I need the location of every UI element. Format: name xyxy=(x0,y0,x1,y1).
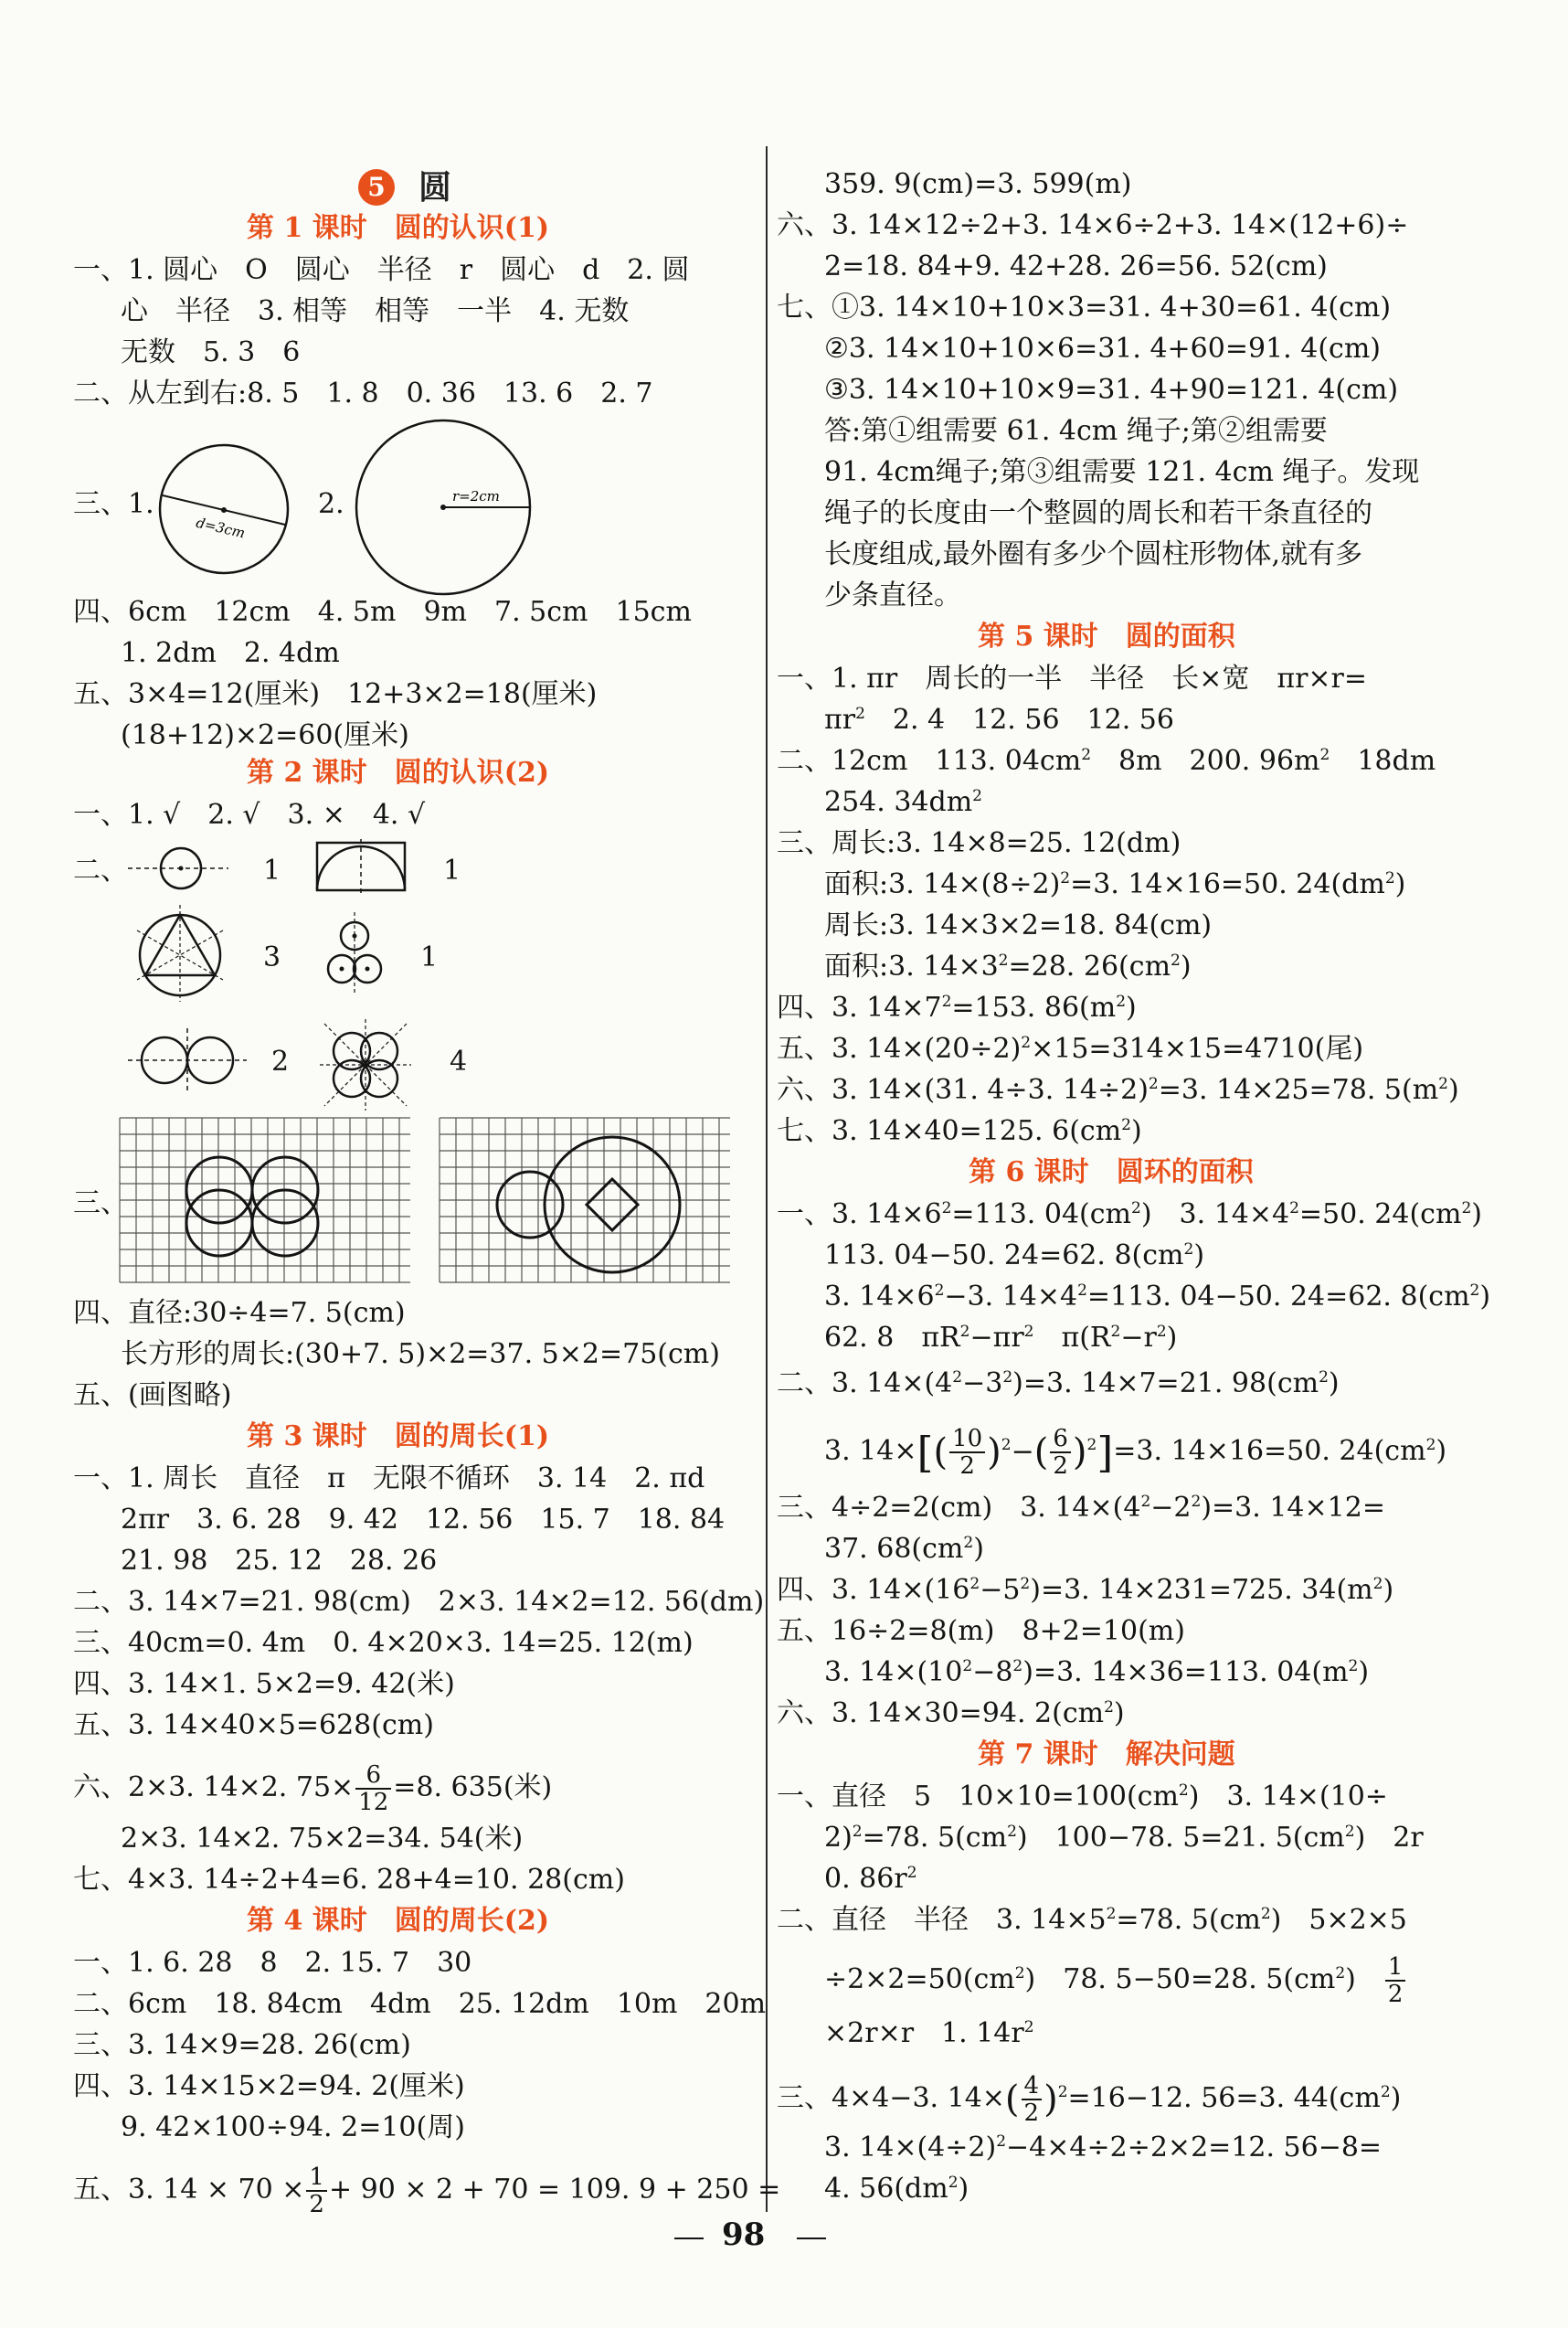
sup: 2 xyxy=(1002,1368,1013,1387)
l5-q3-line3: 周长:3. 14×3×2=18. 84(cm) xyxy=(824,909,1213,941)
grid-drawing-circle-diamond xyxy=(439,1117,731,1283)
frac-numerator: 6 xyxy=(1050,1426,1071,1453)
l7-q3-line1 xyxy=(777,2073,1401,2126)
l7-q2-line3 xyxy=(824,2015,1034,2052)
seg: =153. 86(m xyxy=(951,992,1117,1024)
seg: 四、3. 14×7 xyxy=(777,992,942,1024)
l3-q1-line2: 2πr 3. 6. 28 9. 42 12. 56 15. 7 18. 84 xyxy=(121,1504,726,1536)
grid-drawing-flower xyxy=(119,1117,411,1283)
seg: 六、3. 14×30=94. 2(cm xyxy=(777,1697,1105,1729)
l5-q2-line2 xyxy=(824,784,982,821)
seg: ) xyxy=(1383,1574,1394,1606)
seg: 2) xyxy=(824,1822,853,1854)
frac-denominator: 12 xyxy=(358,1789,389,1816)
l1-q2: 二、从左到右:8. 5 1. 8 0. 36 13. 6 2. 7 xyxy=(73,377,653,409)
l2-ans-5: 2 xyxy=(271,1046,290,1078)
seg: 8m 200. 96m xyxy=(1091,745,1320,777)
lesson-6-title: 第 6 课时 圆环的面积 xyxy=(969,1156,1254,1188)
l6-q4 xyxy=(777,1572,1393,1609)
l1-q1-line2: 心 半径 3. 相等 相等 一半 4. 无数 xyxy=(121,295,630,327)
frac-denominator: 2 xyxy=(1387,1981,1404,2008)
l5-q3-line1: 三、周长:3. 14×8=25. 12(dm) xyxy=(777,827,1181,859)
l7-q1-line2 xyxy=(824,1820,1424,1856)
l5-q1-line2 xyxy=(824,702,1174,739)
l1-q1-line1: 一、1. 圆心 O 圆心 半径 r 圆心 d 2. 圆 xyxy=(73,254,690,286)
seg: 18dm xyxy=(1330,745,1436,777)
sup: 2 xyxy=(1319,746,1330,764)
seg: =113. 04(cm xyxy=(951,1198,1131,1230)
right-paren: ) xyxy=(1044,2078,1058,2121)
seg: ) xyxy=(1166,1322,1178,1354)
l3-q5: 五、3. 14×40×5=628(cm) xyxy=(73,1709,434,1741)
sup: 2 xyxy=(1178,1781,1189,1800)
seg: ) 2r xyxy=(1354,1822,1424,1854)
seg: ) xyxy=(1113,1697,1125,1729)
l3-q3: 三、40cm=0. 4m 0. 4×20×3. 14=25. 12(m) xyxy=(73,1627,694,1659)
sup: 2 xyxy=(948,2174,959,2192)
sup: 2 xyxy=(1023,1323,1034,1341)
frac-denominator: 2 xyxy=(959,1452,975,1480)
l1-q1-line3: 无数 5. 3 6 xyxy=(121,336,301,368)
sup: 2 xyxy=(1116,993,1127,1011)
sup: 2 xyxy=(941,1199,952,1217)
sup: 2 xyxy=(906,1864,917,1882)
l4-q4-line1: 四、3. 14×15×2=94. 2(厘米) xyxy=(73,2070,465,2102)
l7-q2-line2 xyxy=(824,1954,1407,2007)
frac-numerator: 1 xyxy=(306,2164,327,2192)
sup: 2 xyxy=(972,787,982,805)
l7-q2-fraction xyxy=(1385,1954,1406,2007)
seg: ×2r×r 1. 14r xyxy=(824,2017,1024,2049)
seg: 3. 14×(4÷2) xyxy=(824,2131,997,2163)
l6-q3-line2 xyxy=(824,1531,984,1568)
l6-q1-line1 xyxy=(777,1196,1482,1233)
seg: ) xyxy=(958,2173,969,2205)
sup: 2 xyxy=(1081,746,1092,764)
l4-q5-fraction xyxy=(306,2164,327,2217)
seg: 3. 14×6 xyxy=(824,1281,935,1313)
seg: 113. 04−50. 24=62. 8(cm xyxy=(824,1239,1184,1271)
seg: ) xyxy=(1180,951,1192,983)
l3-q6-post: =8. 635(米) xyxy=(393,1771,553,1803)
l6-q5-line1: 五、16÷2=8(m) 8+2=10(m) xyxy=(777,1615,1185,1647)
sup: 2 xyxy=(998,951,1009,970)
seg: ) xyxy=(1126,992,1137,1024)
seg: ) xyxy=(1345,1963,1356,1995)
minus: − xyxy=(1011,1436,1034,1468)
seg: 六、3. 14×(31. 4÷3. 14÷2) xyxy=(777,1074,1149,1106)
sup: 2 xyxy=(1425,1436,1436,1454)
chapter-number-badge: 5 xyxy=(358,169,395,206)
sup: 2 xyxy=(1057,2083,1068,2101)
right-paren: ) xyxy=(1072,1431,1087,1473)
sup: 2 xyxy=(1183,1240,1194,1259)
sup: 2 xyxy=(1461,1199,1472,1217)
frac-denominator: 2 xyxy=(1053,1452,1068,1480)
seg: =16−12. 56=3. 44(cm xyxy=(1067,2082,1381,2114)
seg: ) xyxy=(1328,1367,1340,1399)
seg: =3. 14×16=50. 24(dm xyxy=(1070,868,1385,900)
lesson-4-title: 第 4 课时 圆的周长(2) xyxy=(247,1905,550,1937)
sup: 2 xyxy=(962,1657,973,1675)
l1-q5-line1: 五、3×4=12(厘米) 12+3×2=18(厘米) xyxy=(73,678,598,710)
seg: ) 3. 14×4 xyxy=(1140,1198,1290,1230)
sup: 2 xyxy=(1131,1199,1141,1217)
sup: 2 xyxy=(1007,1823,1017,1841)
l4-q4-line2: 9. 42×100÷94. 2=10(周) xyxy=(121,2111,465,2143)
seg: −3. 14×4 xyxy=(944,1281,1078,1313)
l2-ans-1: 1 xyxy=(263,855,281,887)
right-paren: ) xyxy=(987,1431,1001,1473)
symmetry-fig-four-circles xyxy=(320,1019,411,1111)
lesson-7-title: 第 7 课时 解决问题 xyxy=(978,1738,1235,1770)
l5-q7 xyxy=(777,1113,1142,1150)
r-q6-line1: 六、3. 14×12÷2+3. 14×6÷2+3. 14×(12+6)÷ xyxy=(777,209,1409,241)
sup: 2 xyxy=(1014,1964,1025,1983)
sup: 2 xyxy=(1148,1075,1159,1093)
sup: 2 xyxy=(1260,1905,1271,1923)
l2-q5: 五、(画图略) xyxy=(73,1379,232,1411)
l6-q5-line2 xyxy=(824,1654,1369,1691)
l3-q1-line1: 一、1. 周长 直径 π 无限不循环 3. 14 2. πd xyxy=(73,1462,705,1494)
seg: =78. 5(cm xyxy=(1116,1904,1261,1936)
seg: ) 100−78. 5=21. 5(cm xyxy=(1016,1822,1345,1854)
l2-q4-line1: 四、直径:30÷4=7. 5(cm) xyxy=(73,1297,406,1329)
l5-q2-line1 xyxy=(777,743,1436,780)
seg: 一、直径 5 10×10=100(cm xyxy=(777,1781,1179,1812)
r-answer-2: 91. 4cm绳子;第③组需要 121. 4cm 绳子。发现 xyxy=(824,456,1420,488)
l2-q4-line2: 长方形的周长:(30+7. 5)×2=37. 5×2=75(cm) xyxy=(121,1338,720,1370)
sup: 2 xyxy=(1191,1493,1202,1511)
seg: 0. 86r xyxy=(824,1863,907,1895)
seg: =113. 04−50. 24=62. 8(cm xyxy=(1086,1281,1470,1313)
sup: 2 xyxy=(952,1368,963,1387)
l5-q6 xyxy=(777,1072,1459,1109)
l4-q5-pre: 五、3. 14 × 70 × xyxy=(73,2174,305,2206)
seg: ) 78. 5−50=28. 5(cm xyxy=(1024,1963,1336,1995)
chapter-title: 圆 xyxy=(418,168,452,207)
seg: 二、直径 半径 3. 14×5 xyxy=(777,1904,1107,1936)
sup: 2 xyxy=(1060,869,1071,888)
frac-numerator: 4 xyxy=(1022,2073,1043,2100)
l6-q2-line1 xyxy=(777,1366,1340,1402)
r-q7-line2: ②3. 14×10+10×6=31. 4+60=91. 4(cm) xyxy=(824,333,1381,365)
seg: 37. 68(cm xyxy=(824,1533,964,1565)
seg: 三、4×4−3. 14× xyxy=(777,2082,1005,2114)
column-divider xyxy=(766,146,768,2212)
seg: ) xyxy=(1358,1656,1370,1688)
seg: ) 5×2×5 xyxy=(1270,1904,1407,1936)
sup: 2 xyxy=(1438,1075,1448,1093)
sup: 2 xyxy=(855,705,865,723)
l7-q2-line1 xyxy=(777,1902,1407,1939)
seg: −3 xyxy=(962,1367,1003,1399)
seg: 3. 14× xyxy=(824,1435,917,1467)
right-bracket: ] xyxy=(1097,1428,1114,1477)
sup: 2 xyxy=(963,1534,974,1552)
l1-q4-line2: 1. 2dm 2. 4dm xyxy=(121,637,340,669)
seg: −r xyxy=(1120,1322,1157,1354)
frac-denominator: 2 xyxy=(309,2191,324,2218)
l2-ans-2: 1 xyxy=(443,855,461,887)
l5-q1-line1: 一、1. πr 周长的一半 半径 长×宽 πr×r= xyxy=(777,663,1368,695)
l1-q3-part2-label: 2. xyxy=(318,488,344,520)
seg: ) xyxy=(1471,1198,1482,1230)
l3-q6-line2: 2×3. 14×2. 75×2=34. 54(米) xyxy=(121,1823,524,1855)
sup: 2 xyxy=(996,2132,1007,2151)
sup: 2 xyxy=(1372,1575,1383,1593)
sup: 2 xyxy=(1335,1964,1346,1983)
l3-q4: 四、3. 14×1. 5×2=9. 42(米) xyxy=(73,1668,455,1700)
sup: 2 xyxy=(1289,1199,1299,1217)
lesson-5-title: 第 5 课时 圆的面积 xyxy=(978,621,1235,653)
seg: 二、12cm 113. 04cm xyxy=(777,745,1082,777)
symmetry-fig-three-circles xyxy=(318,912,391,994)
sup: 2 xyxy=(1469,1281,1480,1300)
r-q7-line1: 七、①3. 14×10+10×3=31. 4+30=61. 4(cm) xyxy=(777,292,1392,324)
seg: 二、3. 14×(4 xyxy=(777,1367,953,1399)
seg: 4. 56(dm xyxy=(824,2173,948,2205)
page-number: 98 xyxy=(722,2216,766,2253)
symmetry-fig-triangle-in-circle xyxy=(130,903,230,1004)
l3-q1-line3: 21. 98 25. 12 28. 26 xyxy=(121,1545,438,1577)
sup: 2 xyxy=(1086,1436,1097,1454)
lesson-2-title: 第 2 课时 圆的认识(2) xyxy=(247,757,550,789)
l4-q5 xyxy=(73,2164,780,2217)
l7-q1-line3 xyxy=(824,1861,917,1897)
sup: 2 xyxy=(852,1823,863,1841)
seg: ) 3. 14×(10÷ xyxy=(1188,1781,1388,1812)
symmetry-fig-two-circles xyxy=(128,1028,247,1092)
l3-q6-fraction xyxy=(355,1762,391,1815)
sup: 2 xyxy=(1319,1368,1329,1387)
l5-q3-line2 xyxy=(824,866,1405,903)
lesson-3-title: 第 3 课时 圆的周长(1) xyxy=(247,1420,550,1452)
close-paren: ) xyxy=(1390,2082,1402,2114)
left-paren: ( xyxy=(1033,1431,1049,1473)
r-q7-line3: ③3. 14×10+10×9=31. 4+90=121. 4(cm) xyxy=(824,374,1399,406)
l6-q2-line2 xyxy=(824,1426,1446,1479)
sup: 2 xyxy=(1021,1034,1032,1052)
sup: 2 xyxy=(1012,1657,1023,1675)
sup: 2 xyxy=(1140,1493,1151,1511)
l4-q1: 一、1. 6. 28 8 2. 15. 7 30 xyxy=(73,1947,472,1979)
seg: 七、3. 14×40=125. 6(cm xyxy=(777,1115,1122,1147)
sup: 2 xyxy=(959,1323,970,1341)
sup: 2 xyxy=(1156,1323,1167,1341)
seg: −2 xyxy=(1150,1492,1192,1524)
l2-q1: 一、1. √ 2. √ 3. × 4. √ xyxy=(73,799,426,831)
seg: 面积:3. 14×(8÷2) xyxy=(824,868,1061,900)
left-bracket: [ xyxy=(916,1428,934,1477)
seg: −4×4÷2÷2×2=12. 56−8= xyxy=(1006,2131,1383,2163)
l7-q1-line1 xyxy=(777,1779,1388,1815)
symmetry-fig-semicircle-rect xyxy=(315,839,407,894)
sup: 2 xyxy=(1121,1116,1131,1134)
symmetry-fig-circle-with-axis xyxy=(128,841,228,896)
seg: 一、3. 14×6 xyxy=(777,1198,942,1230)
l6-q6 xyxy=(777,1696,1125,1732)
sup: 2 xyxy=(1106,1905,1117,1923)
seg: =3. 14×16=50. 24(cm xyxy=(1113,1435,1426,1467)
l3-q7: 七、4×3. 14÷2+4=6. 28+4=10. 28(cm) xyxy=(73,1864,625,1896)
seg: 五、3. 14×(20÷2) xyxy=(777,1033,1022,1065)
page-number-dash-left xyxy=(674,2238,704,2239)
sup: 2 xyxy=(1104,1698,1114,1717)
seg: πr xyxy=(824,704,856,736)
seg: ) xyxy=(1130,1115,1142,1147)
radius-label: r=2cm xyxy=(452,488,500,505)
circle-radius-figure xyxy=(352,416,535,599)
l4-q5-post: + 90 × 2 + 70 = 109. 9 + 250 = xyxy=(328,2174,781,2206)
frac-10-2 xyxy=(949,1426,985,1479)
seg: ×15=314×15=4710(尾) xyxy=(1031,1033,1364,1065)
seg: =78. 5(cm xyxy=(862,1822,1008,1854)
sup: 2 xyxy=(1020,1575,1031,1593)
l2-ans-6: 4 xyxy=(450,1046,468,1078)
diameter-label: d=3cm xyxy=(194,514,247,542)
seg: −5 xyxy=(980,1574,1021,1606)
seg: )=3. 14×7=21. 98(cm xyxy=(1012,1367,1319,1399)
seg: ) xyxy=(1193,1239,1205,1271)
l2-q2-label: 二、 xyxy=(73,855,128,887)
l6-q3-line1 xyxy=(777,1490,1385,1526)
sup: 2 xyxy=(1001,1436,1012,1454)
l5-q5 xyxy=(777,1031,1363,1068)
l2-ans-4: 1 xyxy=(420,941,439,973)
l3-q2: 二、3. 14×7=21. 98(cm) 2×3. 14×2=12. 56(dm) xyxy=(73,1586,765,1618)
seg: 3. 14×(10 xyxy=(824,1656,963,1688)
seg: 四、3. 14×(16 xyxy=(777,1574,970,1606)
seg: =3. 14×25=78. 5(m xyxy=(1158,1074,1439,1106)
seg: =50. 24(cm xyxy=(1298,1198,1462,1230)
l4-q3: 三、3. 14×9=28. 26(cm) xyxy=(73,2029,411,2061)
page-number-dash-right xyxy=(797,2238,826,2239)
sup: 2 xyxy=(934,1281,945,1300)
left-paren: ( xyxy=(1004,2078,1020,2121)
l7-q3-fraction xyxy=(1022,2073,1043,2126)
sup: 2 xyxy=(1344,1823,1355,1841)
sup: 2 xyxy=(1023,2018,1034,2036)
l2-q3-label: 三、 xyxy=(73,1187,128,1219)
seg: π(R xyxy=(1033,1322,1111,1354)
seg: )=3. 14×231=725. 34(m xyxy=(1030,1574,1373,1606)
sup: 2 xyxy=(969,1575,980,1593)
l6-q1-line3 xyxy=(824,1279,1490,1315)
seg: 三、4÷2=2(cm) 3. 14×(4 xyxy=(777,1492,1141,1524)
sup: 2 xyxy=(1171,951,1181,970)
l3-q6-line1 xyxy=(73,1762,552,1815)
seg: 2. 4 12. 56 12. 56 xyxy=(864,704,1174,736)
r-cont-a: 359. 9(cm)=3. 599(m) xyxy=(824,168,1132,200)
l5-q3-line4 xyxy=(824,949,1192,985)
seg: −πr xyxy=(969,1322,1024,1354)
l7-q3-line2 xyxy=(824,2130,1382,2166)
seg: 62. 8 πR xyxy=(824,1322,960,1354)
seg: )=3. 14×36=113. 04(m xyxy=(1022,1656,1349,1688)
r-answer-1: 答:第①组需要 61. 4cm 绳子;第②组需要 xyxy=(824,415,1328,447)
seg: ) xyxy=(973,1533,984,1565)
lesson-1-title: 第 1 课时 圆的认识(1) xyxy=(247,212,550,244)
l5-q4 xyxy=(777,990,1137,1026)
frac-numerator: 1 xyxy=(1385,1954,1406,1982)
seg: ) xyxy=(1479,1281,1491,1313)
seg: 254. 34dm xyxy=(824,786,973,818)
sup: 2 xyxy=(1110,1323,1121,1341)
seg: )=3. 14×12= xyxy=(1201,1492,1385,1524)
l6-q1-line4 xyxy=(824,1320,1177,1356)
circle-diameter-figure xyxy=(155,441,292,578)
seg: =28. 26(cm xyxy=(1008,951,1171,983)
sup: 2 xyxy=(1384,869,1395,888)
frac-6-2 xyxy=(1050,1426,1071,1479)
sup: 2 xyxy=(1077,1281,1087,1300)
seg: ÷2×2=50(cm xyxy=(824,1963,1015,1995)
chapter-header xyxy=(358,165,451,207)
r-answer-5: 少条直径。 xyxy=(824,579,961,611)
sup: 2 xyxy=(1348,1657,1359,1675)
close-paren: ) xyxy=(1436,1435,1447,1467)
l1-q5-line2: (18+12)×2=60(厘米) xyxy=(121,719,409,751)
l2-ans-3: 3 xyxy=(263,941,281,973)
frac-numerator: 6 xyxy=(355,1762,391,1790)
r-answer-3: 绳子的长度由一个整圆的周长和若干条直径的 xyxy=(824,497,1372,529)
l1-q4-line1: 四、6cm 12cm 4. 5m 9m 7. 5cm 15cm xyxy=(73,596,692,628)
seg: ) xyxy=(1394,868,1406,900)
l4-q2: 二、6cm 18. 84cm 4dm 25. 12dm 10m 20m xyxy=(73,1988,767,2020)
frac-numerator: 10 xyxy=(949,1426,985,1453)
r-q6-line2: 2=18. 84+9. 42+28. 26=56. 52(cm) xyxy=(824,250,1328,282)
l7-q3-line3 xyxy=(824,2171,969,2207)
l6-q1-line2 xyxy=(824,1238,1204,1274)
seg: −8 xyxy=(972,1656,1013,1688)
left-paren: ( xyxy=(933,1431,948,1473)
l3-q6-pre: 六、2×3. 14×2. 75× xyxy=(73,1771,355,1803)
sup: 2 xyxy=(1380,2083,1391,2101)
sup: 2 xyxy=(941,993,952,1011)
seg: 面积:3. 14×3 xyxy=(824,951,999,983)
seg: ) xyxy=(1447,1074,1459,1106)
r-answer-4: 长度组成,最外圈有多少个圆柱形物体,就有多 xyxy=(824,538,1363,570)
frac-denominator: 2 xyxy=(1023,2099,1040,2127)
l1-q3-label: 三、1. xyxy=(73,488,154,520)
